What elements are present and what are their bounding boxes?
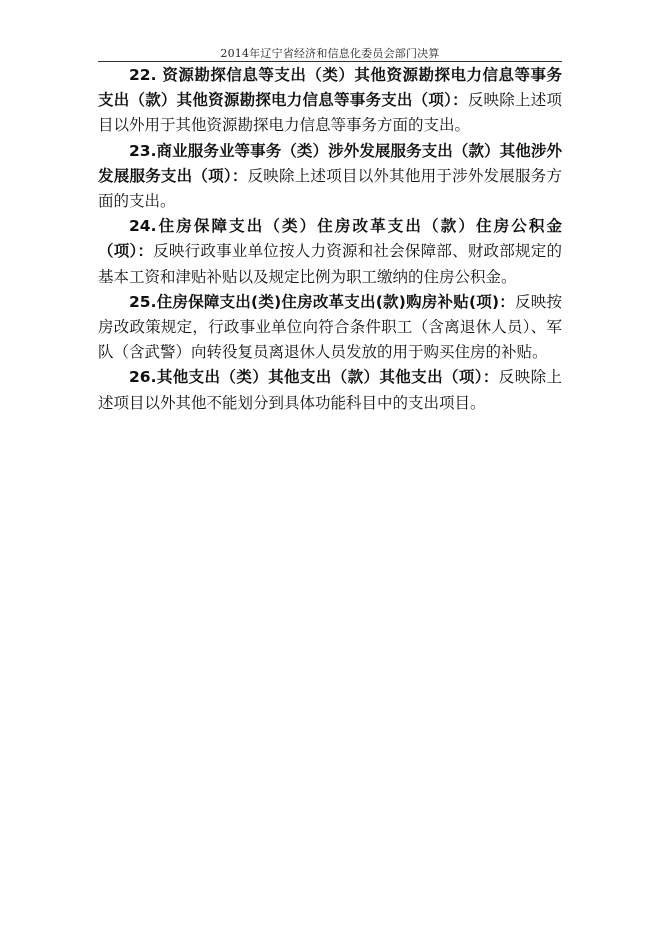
item-22-text: 反映除上述项目以外用于其他资源勘探电力信息等事务方面的支出。 xyxy=(98,91,562,135)
item-24 xyxy=(98,214,562,290)
item-23-heading: 23.商业服务业等事务（类）涉外发展服务支出（款）其他涉外发展服务支出（项）： xyxy=(98,141,562,185)
item-24-heading: 24.住房保障支出（类）住房改革支出（款）住房公积金（项）： xyxy=(98,217,562,261)
item-23-text: 反映除上述项目以外其他用于涉外发展服务方面的支出。 xyxy=(98,166,562,211)
item-26-heading: 26.其他支出（类）其他支出（款）其他支出（项）： xyxy=(129,368,499,387)
item-25-heading: 25.住房保障支出(类)住房改革支出(款)购房补贴(项)： xyxy=(129,292,516,311)
item-23 xyxy=(98,139,562,215)
item-26-text: 反映除上述项目以外其他不能划分到具体功能科目中的支出项目。 xyxy=(98,368,562,412)
item-22 xyxy=(98,63,562,139)
page-header: 2014年辽宁省经济和信息化委员会部门决算 xyxy=(220,47,440,60)
header-divider xyxy=(98,61,562,62)
item-25 xyxy=(98,290,562,366)
item-24-text: 反映行政事业单位按人力资源和社会保障部、财政部规定的基本工资和津贴补贴以及规定比例为职工缴纳的住房公积金。 xyxy=(98,242,562,286)
item-25-text: 反映按房改政策规定，行政事业单位向符合条件职工（含离退休人员）、军队（含武警）向转役复员离退休人员发放的用于购买住房的补贴。 xyxy=(98,292,562,362)
item-26 xyxy=(98,365,562,415)
item-22-heading: 22. 资源勘探信息等支出（类）其他资源勘探电力信息等事务支出（款）其他资源勘探电力信息等事务支出（项）： xyxy=(98,66,562,110)
document-body xyxy=(98,63,562,416)
